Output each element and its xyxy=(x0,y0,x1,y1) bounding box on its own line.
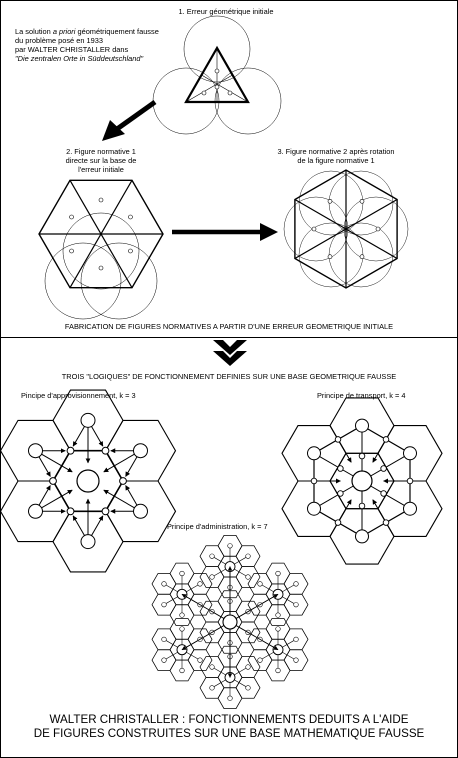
step3-title: 3. Figure normative 2 après rotation de la figure normative 1 xyxy=(277,147,395,165)
k3-small-node xyxy=(50,478,57,485)
k7-small-node xyxy=(162,602,167,607)
k3-small-node xyxy=(102,447,109,454)
k7-flow-line xyxy=(182,622,230,650)
norm2-node xyxy=(360,255,364,259)
norm2-node xyxy=(376,227,380,231)
k7-small-node xyxy=(258,658,263,663)
k7-small-node xyxy=(228,696,233,701)
k4-small-node xyxy=(338,491,344,497)
intro-line3: par WALTER CHRISTALLER dans xyxy=(15,45,129,54)
k4-flow-line xyxy=(373,500,386,523)
k7-small-node xyxy=(294,637,299,642)
k4-small-node xyxy=(383,437,389,443)
figure-principle-k7 xyxy=(152,535,308,708)
k7-small-node xyxy=(246,665,251,670)
norm1-node xyxy=(99,198,103,202)
norm1-circle xyxy=(45,243,121,319)
k4-small-node xyxy=(381,491,387,497)
figure-normative-2 xyxy=(284,170,408,288)
figure-principle-k3 xyxy=(1,390,176,572)
k4-small-node xyxy=(335,437,341,443)
norm2-node xyxy=(328,255,332,259)
intro-line1-italic: a priori xyxy=(52,27,76,36)
intro-line2: du problème posé en 1933 xyxy=(15,36,103,45)
k7-small-node xyxy=(162,637,167,642)
k7-flow-line xyxy=(182,594,230,622)
k7-small-node xyxy=(276,571,281,576)
k4-main-node xyxy=(352,471,372,491)
arrow-right-icon xyxy=(172,223,278,241)
k7-small-node xyxy=(210,554,215,559)
k4-small-node xyxy=(359,503,365,509)
figure-principle-k4 xyxy=(282,398,442,564)
k7-flow-line xyxy=(230,622,278,650)
principle-k3-label: Pincipe d'approvisionnement, k = 3 xyxy=(21,391,136,400)
k4-small-node xyxy=(335,520,341,526)
k7-small-node xyxy=(180,627,185,632)
norm2-node xyxy=(312,227,316,231)
initial-node xyxy=(228,91,232,95)
figure-initial-error xyxy=(153,16,281,134)
k4-flow-line xyxy=(338,439,351,462)
k3-small-node xyxy=(120,478,127,485)
k7-small-node xyxy=(210,665,215,670)
k3-small-node xyxy=(102,508,109,515)
initial-node xyxy=(202,91,206,95)
k4-small-node xyxy=(381,466,387,472)
step2-title: 2. Figure normative 1 directe sur la base de l'erreur initiale xyxy=(65,147,137,174)
k4-small-node xyxy=(359,453,365,459)
k3-centre-node xyxy=(134,504,148,518)
principle-k4-label: Principe de transport, k = 4 xyxy=(317,391,406,400)
top-caption: FABRICATION DE FIGURES NORMATIVES A PARTIR D'UNE ERREUR GEOMETRIQUE INITIALE xyxy=(64,322,394,331)
k7-small-node xyxy=(276,613,281,618)
k7-small-node xyxy=(180,668,185,673)
k4-centre-node xyxy=(404,502,417,515)
norm1-node xyxy=(128,249,132,253)
k7-small-node xyxy=(258,582,263,587)
k4-small-node xyxy=(338,466,344,472)
k7-small-node xyxy=(294,602,299,607)
principle-k7-label: Principe d'administration, k = 7 xyxy=(167,522,268,531)
norm2-node xyxy=(328,199,332,203)
norm1-node xyxy=(70,249,74,253)
double-chevron-down-icon xyxy=(213,340,247,366)
k7-small-node xyxy=(180,571,185,576)
k7-small-node xyxy=(246,686,251,691)
k3-centre-node xyxy=(81,535,95,549)
figures-canvas xyxy=(1,1,457,757)
arrow-down-left-icon xyxy=(102,102,155,141)
k7-small-node xyxy=(162,582,167,587)
k7-small-node xyxy=(228,543,233,548)
k7-small-node xyxy=(210,575,215,580)
initial-node xyxy=(215,85,219,89)
k7-main-node xyxy=(223,615,237,629)
k3-small-node xyxy=(67,508,74,515)
step1-title: 1. Erreur géométrique initiale xyxy=(178,7,274,16)
k4-flow-line xyxy=(338,500,351,523)
figure-normative-1 xyxy=(39,180,163,319)
norm1-circle xyxy=(81,243,157,319)
k3-centre-node xyxy=(134,444,148,458)
k7-small-node xyxy=(246,575,251,580)
k3-main-node xyxy=(77,470,99,492)
bottom-heading: TROIS "LOGIQUES" DE FONCTIONNEMENT DEFINIES SUR UNE BASE GEOMETRIQUE FAUSSE xyxy=(61,372,397,381)
k7-small-node xyxy=(276,668,281,673)
k7-small-node xyxy=(294,658,299,663)
k7-flow-line xyxy=(230,594,278,622)
k3-centre-node xyxy=(29,444,43,458)
k4-small-node xyxy=(311,478,317,484)
k7-small-node xyxy=(210,686,215,691)
norm1-node xyxy=(99,266,103,270)
initial-node xyxy=(215,69,219,73)
k4-centre-node xyxy=(404,447,417,460)
norm2-node xyxy=(360,199,364,203)
conclusion: WALTER CHRISTALLER : FONCTIONNEMENTS DEDUITS A L'AIDE DE FIGURES CONSTRUITES SUR UNE BASE MATHEMATIQUE FAUSSE xyxy=(33,713,425,740)
norm1-node xyxy=(128,215,132,219)
k7-small-node xyxy=(162,658,167,663)
k7-small-node xyxy=(198,582,203,587)
k3-small-node xyxy=(67,447,74,454)
k3-centre-node xyxy=(81,413,95,427)
intro-line1: La solution a priori géométriquement fausse xyxy=(15,27,159,36)
intro-book-title: "Die zentralen Orte in Süddeutschland" xyxy=(15,54,144,63)
k4-centre-node xyxy=(308,502,321,515)
k4-small-node xyxy=(383,520,389,526)
k7-small-node xyxy=(246,554,251,559)
k3-centre-node xyxy=(29,504,43,518)
k7-small-node xyxy=(276,627,281,632)
k4-centre-node xyxy=(356,419,369,432)
k4-small-node xyxy=(407,478,413,484)
k7-small-node xyxy=(198,658,203,663)
k4-flow-line xyxy=(373,439,386,462)
k4-centre-node xyxy=(308,447,321,460)
k4-centre-node xyxy=(356,530,369,543)
k7-small-node xyxy=(294,582,299,587)
k7-small-node xyxy=(180,613,185,618)
norm1-node xyxy=(70,215,74,219)
norm1-circle xyxy=(63,213,139,289)
